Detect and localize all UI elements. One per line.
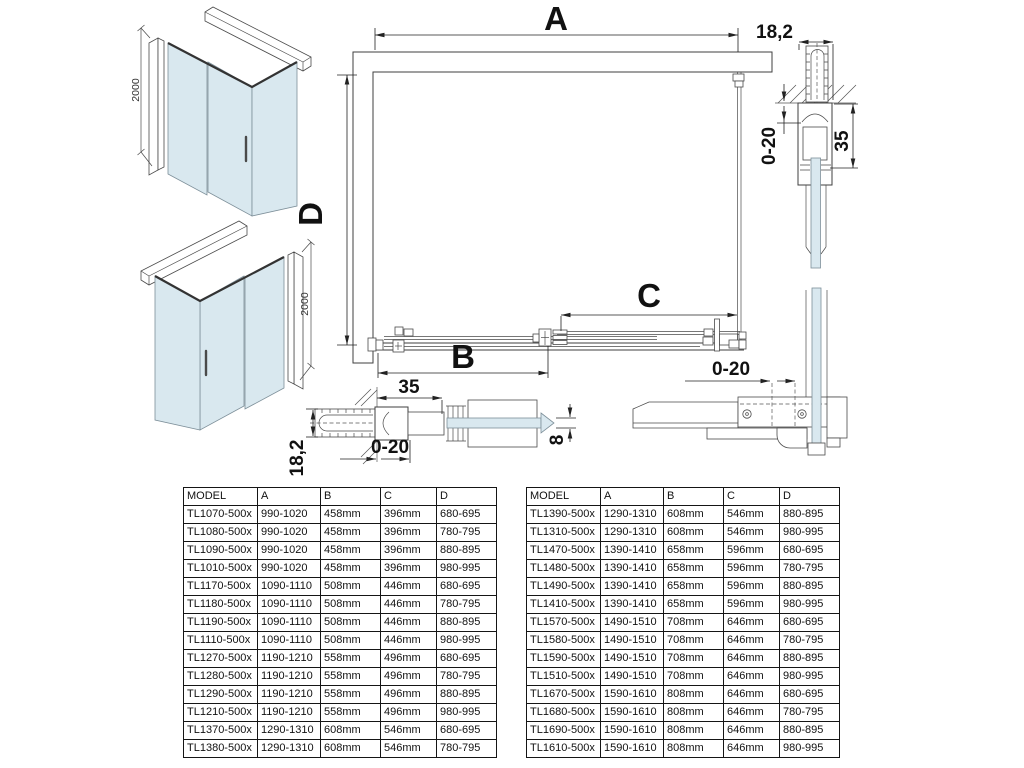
table-cell: 880-895 (437, 614, 497, 632)
table-row (184, 506, 497, 524)
table-cell: 880-895 (780, 578, 840, 596)
dim-label-b: B (451, 338, 475, 375)
table-row (527, 740, 840, 758)
table-cell: TL1580-500x (527, 632, 601, 650)
table-cell: 990-1020 (258, 506, 321, 524)
table-cell: 990-1020 (258, 542, 321, 560)
table-cell: 508mm (321, 632, 381, 650)
table-row (184, 722, 497, 740)
table-cell: 990-1020 (258, 560, 321, 578)
table-cell: 1590-1610 (601, 686, 664, 704)
table-cell: 1390-1410 (601, 560, 664, 578)
table-cell: 546mm (724, 524, 780, 542)
table-row (184, 686, 497, 704)
table-row (184, 560, 497, 578)
table-cell: 646mm (724, 650, 780, 668)
table-cell: 1590-1610 (601, 722, 664, 740)
table-cell: 708mm (664, 650, 724, 668)
label-35-top: 35 (832, 130, 853, 152)
table-cell: 1490-1510 (601, 668, 664, 686)
table-row (527, 542, 840, 560)
table-cell: 980-995 (780, 668, 840, 686)
table-cell: 608mm (321, 740, 381, 758)
table-cell: 646mm (724, 614, 780, 632)
dim-label-a: A (544, 0, 568, 37)
table-row (527, 560, 840, 578)
table-cell: 596mm (724, 596, 780, 614)
column-header: D (437, 488, 497, 506)
table-cell: 646mm (724, 704, 780, 722)
table-cell: 680-695 (437, 650, 497, 668)
table-row (184, 740, 497, 758)
wall-anchor (806, 43, 828, 103)
table-cell: 596mm (724, 578, 780, 596)
table-cell: 880-895 (437, 686, 497, 704)
dim-c (561, 277, 737, 331)
table-cell: 608mm (664, 524, 724, 542)
table-cell: TL1210-500x (184, 704, 258, 722)
table-cell: TL1180-500x (184, 596, 258, 614)
label-18-2-top: 18,2 (756, 22, 793, 43)
table-cell: 680-695 (437, 578, 497, 596)
table-cell: TL1470-500x (527, 542, 601, 560)
table-cell: 396mm (381, 542, 437, 560)
table-cell: 646mm (724, 686, 780, 704)
table-cell: 1390-1410 (601, 596, 664, 614)
table-cell: 1590-1610 (601, 704, 664, 722)
table-cell: 446mm (381, 632, 437, 650)
table-cell: TL1610-500x (527, 740, 601, 758)
table-cell: 1290-1310 (258, 722, 321, 740)
table-cell: 396mm (381, 560, 437, 578)
spec-table-left (183, 487, 497, 758)
table-cell: 780-795 (437, 668, 497, 686)
table-cell: 708mm (664, 632, 724, 650)
label-0-20-corner: 0-20 (711, 359, 751, 380)
iso-enclosure-bottom (141, 221, 315, 430)
table-cell: TL1690-500x (527, 722, 601, 740)
table-cell: TL1590-500x (527, 650, 601, 668)
table-cell: 458mm (321, 524, 381, 542)
table-cell: TL1190-500x (184, 614, 258, 632)
table-cell: 1190-1210 (258, 686, 321, 704)
table-cell: TL1290-500x (184, 686, 258, 704)
table-row (184, 596, 497, 614)
table-cell: 680-695 (437, 722, 497, 740)
table-row (527, 506, 840, 524)
table-cell: 658mm (664, 578, 724, 596)
table-cell: 880-895 (437, 542, 497, 560)
plan-view (292, 0, 772, 378)
table-cell: 980-995 (437, 632, 497, 650)
table-cell: 558mm (321, 704, 381, 722)
table-cell: 396mm (381, 506, 437, 524)
table-cell: 680-695 (780, 686, 840, 704)
table-cell: TL1110-500x (184, 632, 258, 650)
table-cell: 980-995 (780, 524, 840, 542)
table-cell: 880-895 (780, 506, 840, 524)
table-row (184, 704, 497, 722)
table-cell: TL1680-500x (527, 704, 601, 722)
detail-wall-profile-bottom-left (287, 377, 576, 476)
column-header: A (601, 488, 664, 506)
table-cell: 646mm (724, 740, 780, 758)
table-row (184, 614, 497, 632)
table-cell: TL1280-500x (184, 668, 258, 686)
detail-corner-profile-right (633, 288, 847, 455)
table-cell: 1190-1210 (258, 668, 321, 686)
dim-label-d: D (292, 202, 329, 226)
table-cell: 780-795 (437, 524, 497, 542)
table-cell: 608mm (321, 722, 381, 740)
table-cell: 808mm (664, 686, 724, 704)
table-cell: 980-995 (437, 704, 497, 722)
table-cell: 680-695 (780, 614, 840, 632)
spec-table-right (526, 487, 840, 758)
table-row (184, 632, 497, 650)
table-cell: 980-995 (437, 560, 497, 578)
table-cell: 496mm (381, 704, 437, 722)
column-header: B (321, 488, 381, 506)
table-cell: 458mm (321, 560, 381, 578)
table-cell: 1090-1110 (258, 578, 321, 596)
wall-anchor (310, 409, 380, 437)
table-cell: 808mm (664, 704, 724, 722)
table-cell: 446mm (381, 578, 437, 596)
column-header: MODEL (184, 488, 258, 506)
table-cell: 1090-1110 (258, 614, 321, 632)
label-8-glass: 8 (547, 434, 568, 446)
table-cell: 558mm (321, 668, 381, 686)
glass-section-corner (812, 288, 821, 448)
table-cell: 808mm (664, 722, 724, 740)
table-cell: TL1480-500x (527, 560, 601, 578)
table-cell: 780-795 (780, 704, 840, 722)
table-cell: TL1510-500x (527, 668, 601, 686)
label-35-left: 35 (398, 377, 420, 398)
table-row (184, 524, 497, 542)
iso-enclosure-top (138, 7, 312, 216)
table-cell: 1290-1310 (601, 524, 664, 542)
table-cell: 646mm (724, 668, 780, 686)
table-row (184, 650, 497, 668)
table-cell: 596mm (724, 542, 780, 560)
table-cell: 1490-1510 (601, 650, 664, 668)
table-cell: 1190-1210 (258, 650, 321, 668)
table-cell: TL1570-500x (527, 614, 601, 632)
table-row (527, 596, 840, 614)
label-0-20-top: 0-20 (759, 126, 780, 166)
column-header: A (258, 488, 321, 506)
table-cell: TL1090-500x (184, 542, 258, 560)
table-cell: 546mm (724, 506, 780, 524)
table-row (527, 686, 840, 704)
label-0-20-left: 0-20 (370, 437, 410, 458)
label-18-2-left: 18,2 (287, 439, 308, 477)
table-row (527, 668, 840, 686)
table-cell: TL1390-500x (527, 506, 601, 524)
column-header: D (780, 488, 840, 506)
table-cell: 608mm (664, 506, 724, 524)
table-cell: 658mm (664, 542, 724, 560)
table-cell: TL1370-500x (184, 722, 258, 740)
table-cell: 658mm (664, 596, 724, 614)
table-cell: 708mm (664, 668, 724, 686)
table-cell: 990-1020 (258, 524, 321, 542)
table-cell: TL1270-500x (184, 650, 258, 668)
table-cell: 680-695 (780, 542, 840, 560)
column-header: C (724, 488, 780, 506)
table-cell: TL1380-500x (184, 740, 258, 758)
table-cell: 780-795 (780, 632, 840, 650)
table-cell: 496mm (381, 668, 437, 686)
table-cell: TL1080-500x (184, 524, 258, 542)
table-cell: 546mm (381, 740, 437, 758)
table-row (527, 614, 840, 632)
table-row (527, 650, 840, 668)
glass-section-horizontal (447, 418, 541, 428)
table-row (527, 632, 840, 650)
dim-label-c: C (637, 277, 661, 314)
table-row (527, 722, 840, 740)
glass-section-vertical (811, 158, 821, 268)
table-cell: 508mm (321, 614, 381, 632)
table-cell: 446mm (381, 614, 437, 632)
table-cell: TL1010-500x (184, 560, 258, 578)
table-row (184, 668, 497, 686)
table-cell: 808mm (664, 740, 724, 758)
table-cell: 646mm (724, 632, 780, 650)
table-cell: 646mm (724, 722, 780, 740)
height-label-bottom: 2000 (299, 292, 311, 316)
table-cell: 880-895 (780, 650, 840, 668)
table-cell: TL1490-500x (527, 578, 601, 596)
table-cell: 496mm (381, 686, 437, 704)
table-cell: 1390-1410 (601, 578, 664, 596)
table-row (184, 578, 497, 596)
table-cell: 1090-1110 (258, 596, 321, 614)
table-cell: 880-895 (780, 722, 840, 740)
table-cell: 780-795 (780, 560, 840, 578)
table-cell: 680-695 (437, 506, 497, 524)
column-header: C (381, 488, 437, 506)
table-cell: 1490-1510 (601, 614, 664, 632)
dim-a (375, 0, 738, 52)
table-cell: 458mm (321, 506, 381, 524)
table-cell: TL1070-500x (184, 506, 258, 524)
table-cell: 1490-1510 (601, 632, 664, 650)
table-row (527, 704, 840, 722)
table-cell: 508mm (321, 578, 381, 596)
table-cell: 1290-1310 (601, 506, 664, 524)
table-cell: 980-995 (780, 740, 840, 758)
table-cell: 780-795 (437, 596, 497, 614)
column-header: MODEL (527, 488, 601, 506)
table-cell: 980-995 (780, 596, 840, 614)
table-cell: 546mm (381, 722, 437, 740)
table-cell: 396mm (381, 524, 437, 542)
table-cell: 1390-1410 (601, 542, 664, 560)
height-label-top: 2000 (130, 78, 142, 102)
table-cell: 1190-1210 (258, 704, 321, 722)
table-row (527, 578, 840, 596)
table-cell: TL1410-500x (527, 596, 601, 614)
table-cell: 1090-1110 (258, 632, 321, 650)
table-cell: 446mm (381, 596, 437, 614)
table-cell: 708mm (664, 614, 724, 632)
table-cell: 558mm (321, 686, 381, 704)
table-row (184, 542, 497, 560)
table-cell: 458mm (321, 542, 381, 560)
table-cell: 496mm (381, 650, 437, 668)
table-cell: TL1670-500x (527, 686, 601, 704)
plan-door-track (368, 319, 746, 352)
column-header: B (664, 488, 724, 506)
table-cell: 508mm (321, 596, 381, 614)
table-cell: 558mm (321, 650, 381, 668)
table-cell: TL1310-500x (527, 524, 601, 542)
table-cell: 1590-1610 (601, 740, 664, 758)
table-cell: 1290-1310 (258, 740, 321, 758)
table-cell: TL1170-500x (184, 578, 258, 596)
table-cell: 596mm (724, 560, 780, 578)
table-cell: 780-795 (437, 740, 497, 758)
table-cell: 658mm (664, 560, 724, 578)
table-row (527, 524, 840, 542)
